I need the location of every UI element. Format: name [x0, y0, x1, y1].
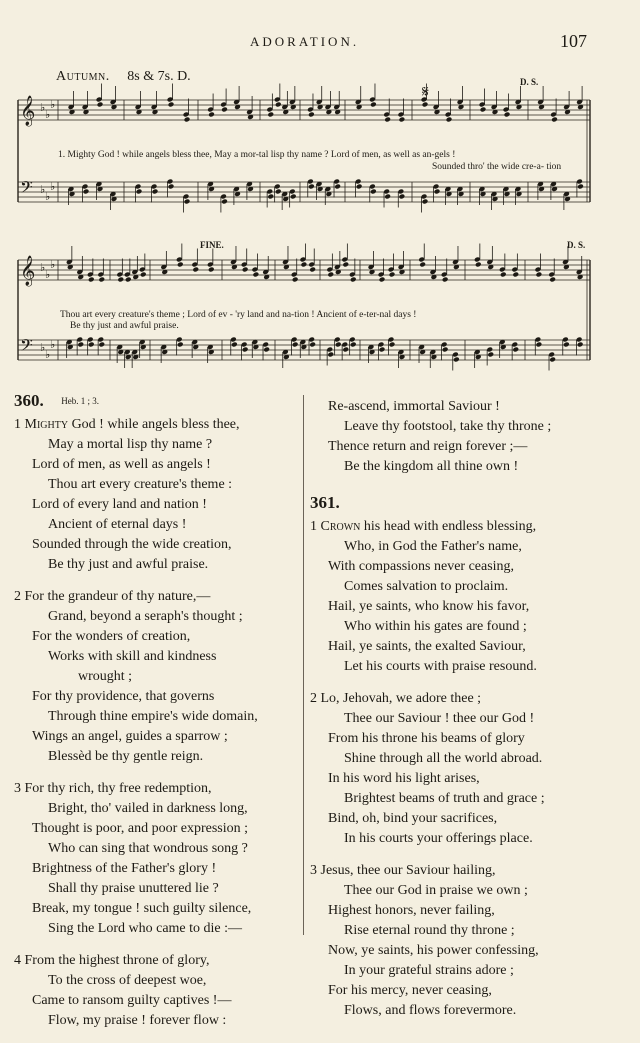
stanza-number: 4: [14, 953, 21, 968]
verse-line: 1 Crown his head with endless blessing,: [310, 519, 537, 534]
tune-heading: [56, 69, 191, 85]
stanza-number: 2: [14, 589, 21, 604]
verse-line: Leave thy footstool, take thy throne ;: [344, 419, 552, 434]
lyrics-line: Sounded thro' the wide cre-a- tion: [432, 162, 562, 172]
verse-line: Be thy just and awful praise.: [48, 557, 209, 572]
verse-line: Sing the Lord who came to die :—: [48, 921, 243, 936]
verse-line: 1 Mighty God ! while angels bless thee,: [14, 417, 240, 432]
verse-line: Now, ye saints, his power confessing,: [328, 943, 539, 958]
verse-line: Let his courts with praise resound.: [344, 659, 537, 674]
verse-line: Hail, ye saints, who know his favor,: [328, 599, 530, 614]
verse-line: Thence return and reign forever ;—: [328, 439, 528, 454]
verse-line: From his throne his beams of glory: [328, 731, 525, 746]
svg-text:♭: ♭: [50, 180, 56, 193]
running-head: [0, 31, 640, 54]
lyrics-line: Be thy just and awful praise.: [70, 321, 179, 331]
ds-mark-1: D. S.: [520, 77, 539, 87]
ds-mark-2: D. S.: [567, 240, 586, 250]
verse-line: For his mercy, never ceasing,: [328, 983, 492, 998]
hymn-number: 361.: [310, 493, 340, 512]
lyrics-line: 1. Mighty God ! while angels bless thee, May a mor-tal lisp thy name ? Lord of men, as well as an-gels !: [58, 150, 456, 160]
verse-line: Shine through all the world abroad.: [344, 751, 543, 766]
svg-text:𝄞: 𝄞: [20, 256, 36, 286]
svg-text:♭: ♭: [40, 183, 46, 196]
verse-line: Works with skill and kindness: [48, 649, 217, 664]
verse-line: Who within his gates are found ;: [344, 619, 527, 634]
stanza-continuation: [310, 397, 630, 477]
verse-line: Break, my tongue ! such guilty silence,: [32, 901, 252, 916]
verse-line: Thou art every creature's theme :: [48, 477, 233, 492]
verse-line: Highest honors, never failing,: [328, 903, 495, 918]
verse-line: Rise eternal round thy throne ;: [344, 923, 515, 938]
svg-text:𝄢: 𝄢: [20, 335, 33, 359]
stanza-number: 1: [310, 519, 317, 534]
svg-text:♭: ♭: [45, 268, 51, 281]
hymn-heading: [14, 391, 299, 415]
verse-line: May a mortal lisp thy name ?: [48, 437, 213, 452]
svg-text:♭: ♭: [50, 338, 56, 351]
svg-text:♭: ♭: [45, 108, 51, 121]
svg-text:♭: ♭: [40, 261, 46, 274]
stanza-number: 3: [14, 781, 21, 796]
hymn-360: [14, 391, 299, 1043]
verse-line: Bind, oh, bind your sacrifices,: [328, 811, 498, 826]
stanza: [310, 861, 630, 1021]
scripture-reference: Heb. 1 ; 3.: [61, 396, 99, 406]
verse-line: Grand, beyond a seraph's thought ;: [48, 609, 243, 624]
verse-line: 3 For thy rich, thy free redemption,: [14, 781, 212, 796]
svg-text:♭: ♭: [45, 348, 51, 361]
svg-text:𝄞: 𝄞: [20, 96, 36, 126]
verse-line: Lord of every land and nation !: [32, 497, 207, 512]
stanza-number: 2: [310, 691, 317, 706]
verse-line: Be the kingdom all thine own !: [344, 459, 519, 474]
stanza: [310, 689, 630, 849]
svg-text:♭: ♭: [45, 190, 51, 203]
verse-line: Shall thy praise unuttered lie ?: [48, 881, 219, 896]
page-number: 107: [560, 31, 587, 51]
verse-line: Who, in God the Father's name,: [344, 539, 522, 554]
stanza: [14, 587, 299, 767]
fine-mark: FINE.: [200, 240, 224, 250]
svg-text:♭: ♭: [40, 341, 46, 354]
verse-line: Wings an angel, guides a sparrow ;: [32, 729, 228, 744]
svg-text:♭: ♭: [40, 101, 46, 114]
running-title: ADORATION.: [250, 34, 360, 49]
verse-line: Comes salvation to proclaim.: [344, 579, 509, 594]
tune-meter: 8s & 7s. D.: [127, 69, 191, 84]
verse-line: Blessèd be thy gentle reign.: [48, 749, 204, 764]
verse-line: Lord of men, as well as angels !: [32, 457, 211, 472]
verse-line: To the cross of deepest woe,: [48, 973, 207, 988]
verse-line: For thy providence, that governs: [32, 689, 215, 704]
verse-line: In his courts your offerings place.: [344, 831, 533, 846]
stanza-number: 3: [310, 863, 317, 878]
hymn-heading: [310, 493, 630, 517]
verse-line: Hail, ye saints, the exalted Saviour,: [328, 639, 526, 654]
verse-line: 2 For the grandeur of thy nature,—: [14, 589, 211, 604]
verse-line: Flows, and flows forevermore.: [344, 1003, 517, 1018]
verse-line: Brightness of the Father's glory !: [32, 861, 217, 876]
svg-text:♭: ♭: [50, 258, 56, 271]
column-divider: [303, 395, 304, 935]
verse-line: Who can sing that wondrous song ?: [48, 841, 248, 856]
verse-line: Sounded through the wide creation,: [32, 537, 232, 552]
verse-line: Thought is poor, and poor expression ;: [32, 821, 249, 836]
verse-line: 3 Jesus, thee our Saviour hailing,: [310, 863, 496, 878]
stanza: [310, 517, 630, 677]
svg-text:𝄋: 𝄋: [422, 82, 429, 101]
verse-line: Ancient of eternal days !: [48, 517, 187, 532]
stanza: [14, 779, 299, 939]
svg-text:𝄢: 𝄢: [20, 177, 33, 201]
music-score: [0, 77, 640, 375]
hymn-column-right: [310, 397, 630, 1033]
verse-line: Bright, tho' vailed in darkness long,: [48, 801, 248, 816]
verse-line: In your grateful strains adore ;: [344, 963, 514, 978]
verse-line: 2 Lo, Jehovah, we adore thee ;: [310, 691, 482, 706]
verse-line: Thee our God in praise we own ;: [344, 883, 528, 898]
verse-line: In his word his light arises,: [328, 771, 480, 786]
first-word: Crown: [320, 519, 361, 534]
stanza-number: 1: [14, 417, 21, 432]
verse-line: Through thine empire's wide domain,: [48, 709, 258, 724]
verse-line: Thee our Saviour ! thee our God !: [344, 711, 535, 726]
stanza: [14, 415, 299, 575]
verse-line: Flow, my praise ! forever flow :: [48, 1013, 227, 1028]
verse-line: Re-ascend, immortal Saviour !: [328, 399, 500, 414]
stanza: [14, 951, 299, 1031]
svg-text:♭: ♭: [50, 98, 56, 111]
hymn-number: 360.: [14, 391, 44, 410]
lyrics-line: Thou art every creature's theme ; Lord of ev - 'ry land and na-tion ! Ancient of e-ter-nal days !: [60, 310, 417, 320]
tune-name: Autumn.: [56, 69, 110, 84]
verse-line: Brightest beams of truth and grace ;: [344, 791, 545, 806]
first-word: Mighty: [24, 417, 69, 432]
verse-line: 4 From the highest throne of glory,: [14, 953, 210, 968]
verse-line: For the wonders of creation,: [32, 629, 191, 644]
verse-line: Came to ransom guilty captives !—: [32, 993, 232, 1008]
verse-line: With compassions never ceasing,: [328, 559, 515, 574]
verse-line: wrought ;: [78, 669, 133, 684]
